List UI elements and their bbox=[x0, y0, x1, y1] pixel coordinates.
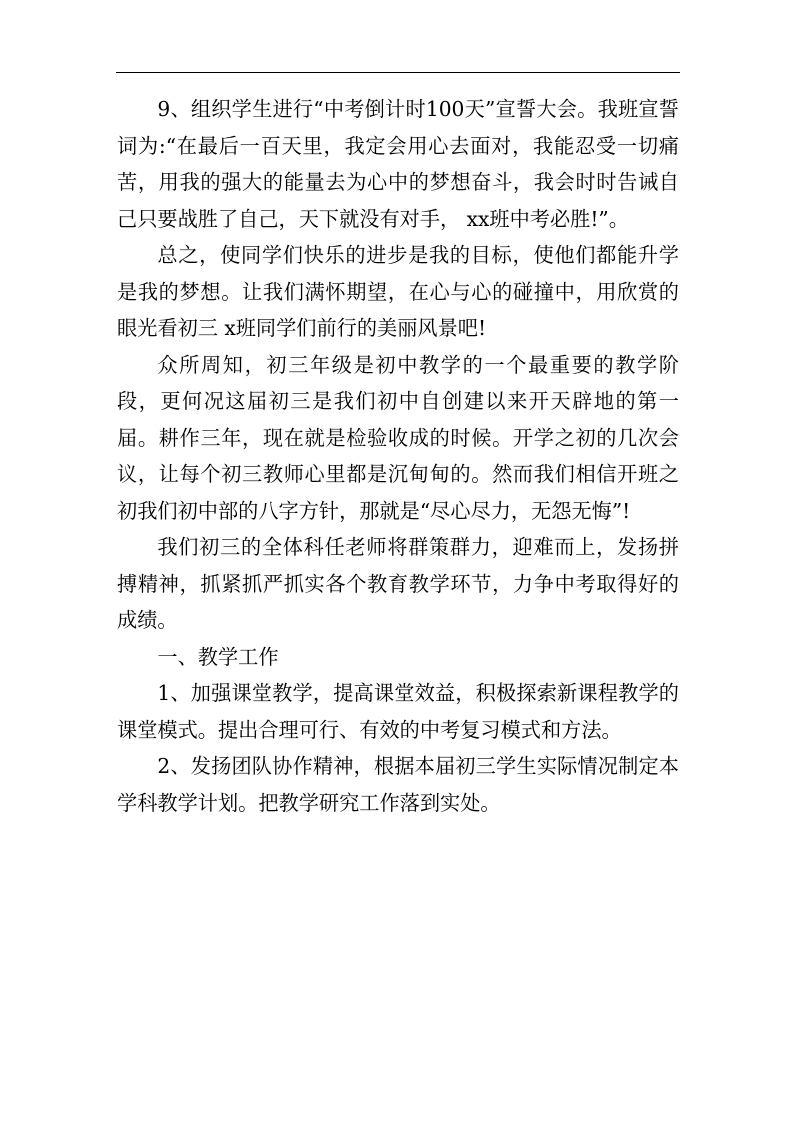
header-rule bbox=[116, 72, 680, 73]
paragraph-intro: 众所周知，初三年级是初中教学的一个最重要的教学阶段，更何况这届初三是我们初中自创建以来开天辟地的第一届。耕作三年，现在就是检验收成的时候。开学之初的几次会议，让每个初三教师心里都是沉甸甸的。然而我们相信开班之初我们初中部的八字方针，那就是“尽心尽力，无怨无悔”! bbox=[117, 352, 679, 523]
document-body bbox=[117, 91, 679, 821]
paragraph-oath: 9、组织学生进行“中考倒计时100天”宣誓大会。我班宣誓词为:“在最后一百天里，我定会用心去面对，我能忍受一切痛苦，用我的强大的能量去为心中的梦想奋斗，我会时时告诫自己只要战胜了自己，天下就没有对手， xx班中考必胜!”。 bbox=[117, 97, 679, 231]
section-heading-teaching: 一、教学工作 bbox=[157, 644, 279, 669]
paragraph-item-1: 1、加强课堂教学，提高课堂效益，积极探索新课程教学的课堂模式。提出合理可行、有效的中考复习模式和方法。 bbox=[117, 681, 679, 742]
paragraph-item-2: 2、发扬团队协作精神，根据本届初三学生实际情况制定本学科教学计划。把教学研究工作落到实处。 bbox=[117, 754, 679, 815]
paragraph-teachers: 我们初三的全体科任老师将群策群力，迎难而上，发扬拼搏精神，抓紧抓严抓实各个教育教学环节，力争中考取得好的成绩。 bbox=[117, 535, 679, 632]
paragraph-summary: 总之，使同学们快乐的进步是我的目标，使他们都能升学是我的梦想。让我们满怀期望，在心与心的碰撞中，用欣赏的眼光看初三 x班同学们前行的美丽风景吧! bbox=[117, 243, 679, 340]
